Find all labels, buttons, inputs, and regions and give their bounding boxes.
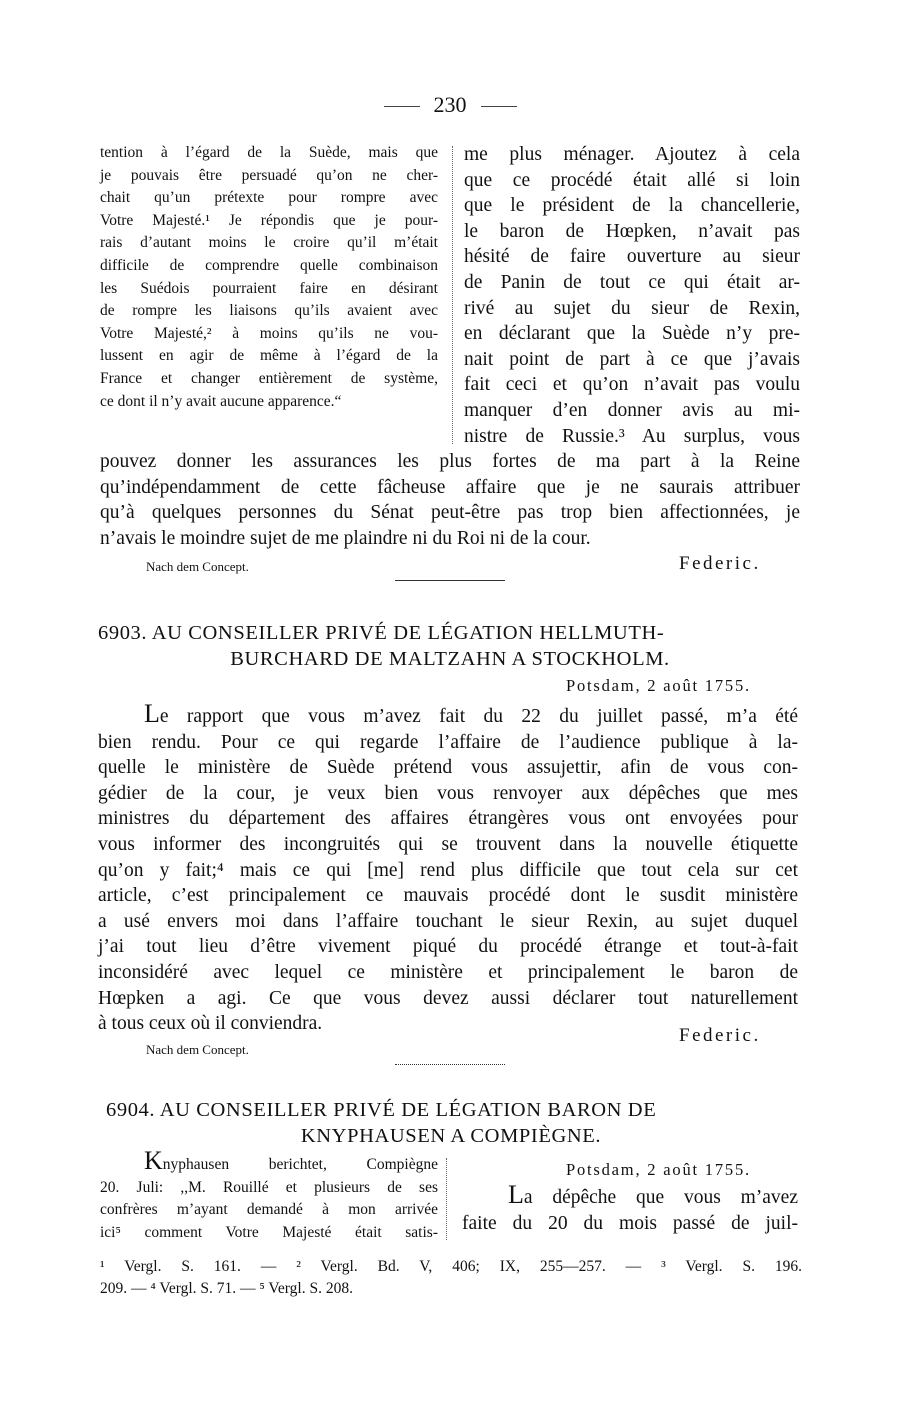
text-line: vous informer des incongruités qui se trouvent dans la nouvelle étiquette	[98, 833, 798, 855]
section-rule	[395, 1064, 505, 1065]
drop-cap-initial: L	[508, 1180, 524, 1209]
source-note: Nach dem Concept.	[146, 1042, 249, 1057]
page-number-header	[0, 92, 900, 118]
text-line: de rompre les liaisons qu’ils avaient avec	[100, 302, 438, 320]
text-line-rest: nyphausen berichtet, Compiègne	[162, 1156, 438, 1173]
signature: Federic.	[679, 553, 761, 574]
text-line: gédier de la cour, je veux bien vous renvoyer aux dépêches que mes	[98, 782, 798, 804]
text-line: lussent en agir de même à l’égard de la	[100, 347, 438, 365]
text-line: a usé envers moi dans l’affaire touchant le sieur Rexin, au sujet duquel	[98, 910, 798, 932]
text-line: n’avais le moindre sujet de me plaindre ni du Roi ni de la cour.	[100, 527, 591, 549]
footnote-line: ¹ Vergl. S. 161. — ² Vergl. Bd. V, 406; IX, 255—257. — ³ Vergl. S. 196.	[100, 1258, 802, 1275]
text-line: ici⁵ comment Votre Majesté était satis-	[100, 1223, 438, 1241]
text-line: qu’à quelques personnes du Sénat peut-être pas trop bien affectionnées, je	[100, 502, 800, 524]
text-line: bien rendu. Pour ce qui regarde l’affaire de l’audience publique à la-	[98, 731, 798, 753]
text-line: les Suédois pourraient faire en désirant	[100, 279, 438, 297]
right-column-text	[464, 142, 800, 449]
text-line: 20. Juli: ,,M. Rouillé et plusieurs de ses	[100, 1178, 438, 1196]
footnotes	[100, 1256, 802, 1300]
drop-cap-initial: L	[144, 699, 160, 728]
text-line: manquer d’en donner avis au mi-	[464, 399, 800, 421]
header-dash-right	[481, 106, 517, 107]
text-line	[462, 1182, 798, 1211]
drop-cap-initial: K	[144, 1146, 163, 1175]
letter-body	[98, 701, 798, 1037]
dateline: Potsdam, 2 août 1755.	[566, 1160, 751, 1179]
text-line-rest: a dépêche que vous m’avez	[523, 1187, 798, 1208]
text-line: hésité de faire ouverture au sieur	[464, 246, 800, 268]
text-line: ministres du département des affaires étrangères vous ont envoyées pour	[98, 808, 798, 830]
source-note: Nach dem Concept.	[146, 559, 249, 574]
text-line: qu’on y fait;⁴ mais ce qui [me] rend plus difficile que tout cela sur cet	[98, 859, 798, 881]
heading-line: 6904. AU CONSEILLER PRIVÉ DE LÉGATION BARON DE	[106, 1099, 657, 1121]
text-line-rest: e rapport que vous m’avez fait du 22 du juillet passé, m’a été	[159, 706, 798, 727]
text-line: pouvez donner les assurances les plus fortes de ma part à la Reine	[100, 451, 800, 472]
text-line: rivé au sujet du sieur de Rexin,	[464, 297, 800, 319]
page-number: 230	[433, 92, 467, 117]
header-dash-left	[384, 106, 420, 107]
heading-line: KNYPHAUSEN A COMPIÈGNE.	[300, 1125, 602, 1147]
left-column-text	[100, 1146, 438, 1244]
letter-heading-6904	[106, 1097, 796, 1149]
text-line: je pouvais être persuadé qu’on ne cher-	[100, 166, 438, 184]
text-line: quelle le ministère de Suède prétend vous assujettir, afin de vous con-	[98, 757, 798, 779]
text-line: Votre Majesté.¹ Je répondis que je pour-	[100, 211, 438, 229]
letter-heading-6903	[98, 620, 802, 672]
text-line: j’ai tout lieu d’être vivement piqué du procédé étrange et tout-à-fait	[98, 936, 798, 958]
dateline: Potsdam, 2 août 1755.	[566, 676, 751, 695]
heading-line: 6903. AU CONSEILLER PRIVÉ DE LÉGATION HELLMUTH-	[98, 622, 665, 644]
text-line	[98, 701, 798, 730]
text-line: en déclarant que la Suède n’y pre-	[464, 323, 800, 345]
text-line: difficile de comprendre quelle combinaison	[100, 256, 438, 274]
text-line: faite du 20 du mois passé de juil-	[462, 1212, 798, 1234]
text-line: à tous ceux où il conviendra.	[98, 1013, 323, 1035]
signature: Federic.	[679, 1025, 761, 1046]
text-line: le baron de Hœpken, n’avait pas	[464, 220, 800, 242]
text-line: Hœpken a agi. Ce que vous devez aussi déclarer tout naturellement	[98, 987, 798, 1009]
text-line: confrères m’ayant demandé à mon arrivée	[100, 1201, 438, 1219]
text-line: ce dont il n’y avait aucune apparence.“	[100, 392, 342, 410]
column-divider	[446, 1158, 447, 1240]
text-line: France et changer entièrement de système,	[100, 369, 438, 387]
text-line: fait ceci et qu’on n’avait pas voulu	[464, 374, 800, 396]
text-line: nait point de part à ce que j’avais	[464, 348, 800, 370]
text-line: qu’indépendamment de cette fâcheuse affaire que je ne saurais attribuer	[100, 476, 800, 498]
text-line: inconsidéré avec lequel ce ministère et principalement le baron de	[98, 961, 798, 983]
footnote-line: 209. — ⁴ Vergl. S. 71. — ⁵ Vergl. S. 208.	[100, 1280, 353, 1297]
text-line: me plus ménager. Ajoutez à cela	[464, 144, 800, 165]
text-line: article, c’est principalement ce mauvais procédé dont le susdit ministère	[98, 885, 798, 907]
text-line	[100, 1146, 438, 1177]
text-line: chait qu’un prétexte pour rompre avec	[100, 189, 438, 207]
full-width-text	[100, 449, 800, 551]
column-divider	[452, 146, 453, 444]
text-line: que ce procédé était allé si loin	[464, 169, 800, 191]
left-column-text	[100, 142, 438, 413]
heading-line: BURCHARD DE MALTZAHN A STOCKHOLM.	[230, 648, 670, 670]
text-line: que le président de la chancellerie,	[464, 195, 800, 217]
text-line: Votre Majesté,² à moins qu’ils ne vou-	[100, 324, 438, 342]
text-line: nistre de Russie.³ Au surplus, vous	[464, 425, 800, 447]
section-rule	[395, 580, 505, 581]
text-line: de Panin de tout ce qui était ar-	[464, 271, 800, 293]
text-line: rais d’autant moins le croire qu’il m’était	[100, 234, 438, 252]
right-column-text	[462, 1182, 798, 1236]
text-line: tention à l’égard de la Suède, mais que	[100, 144, 438, 161]
